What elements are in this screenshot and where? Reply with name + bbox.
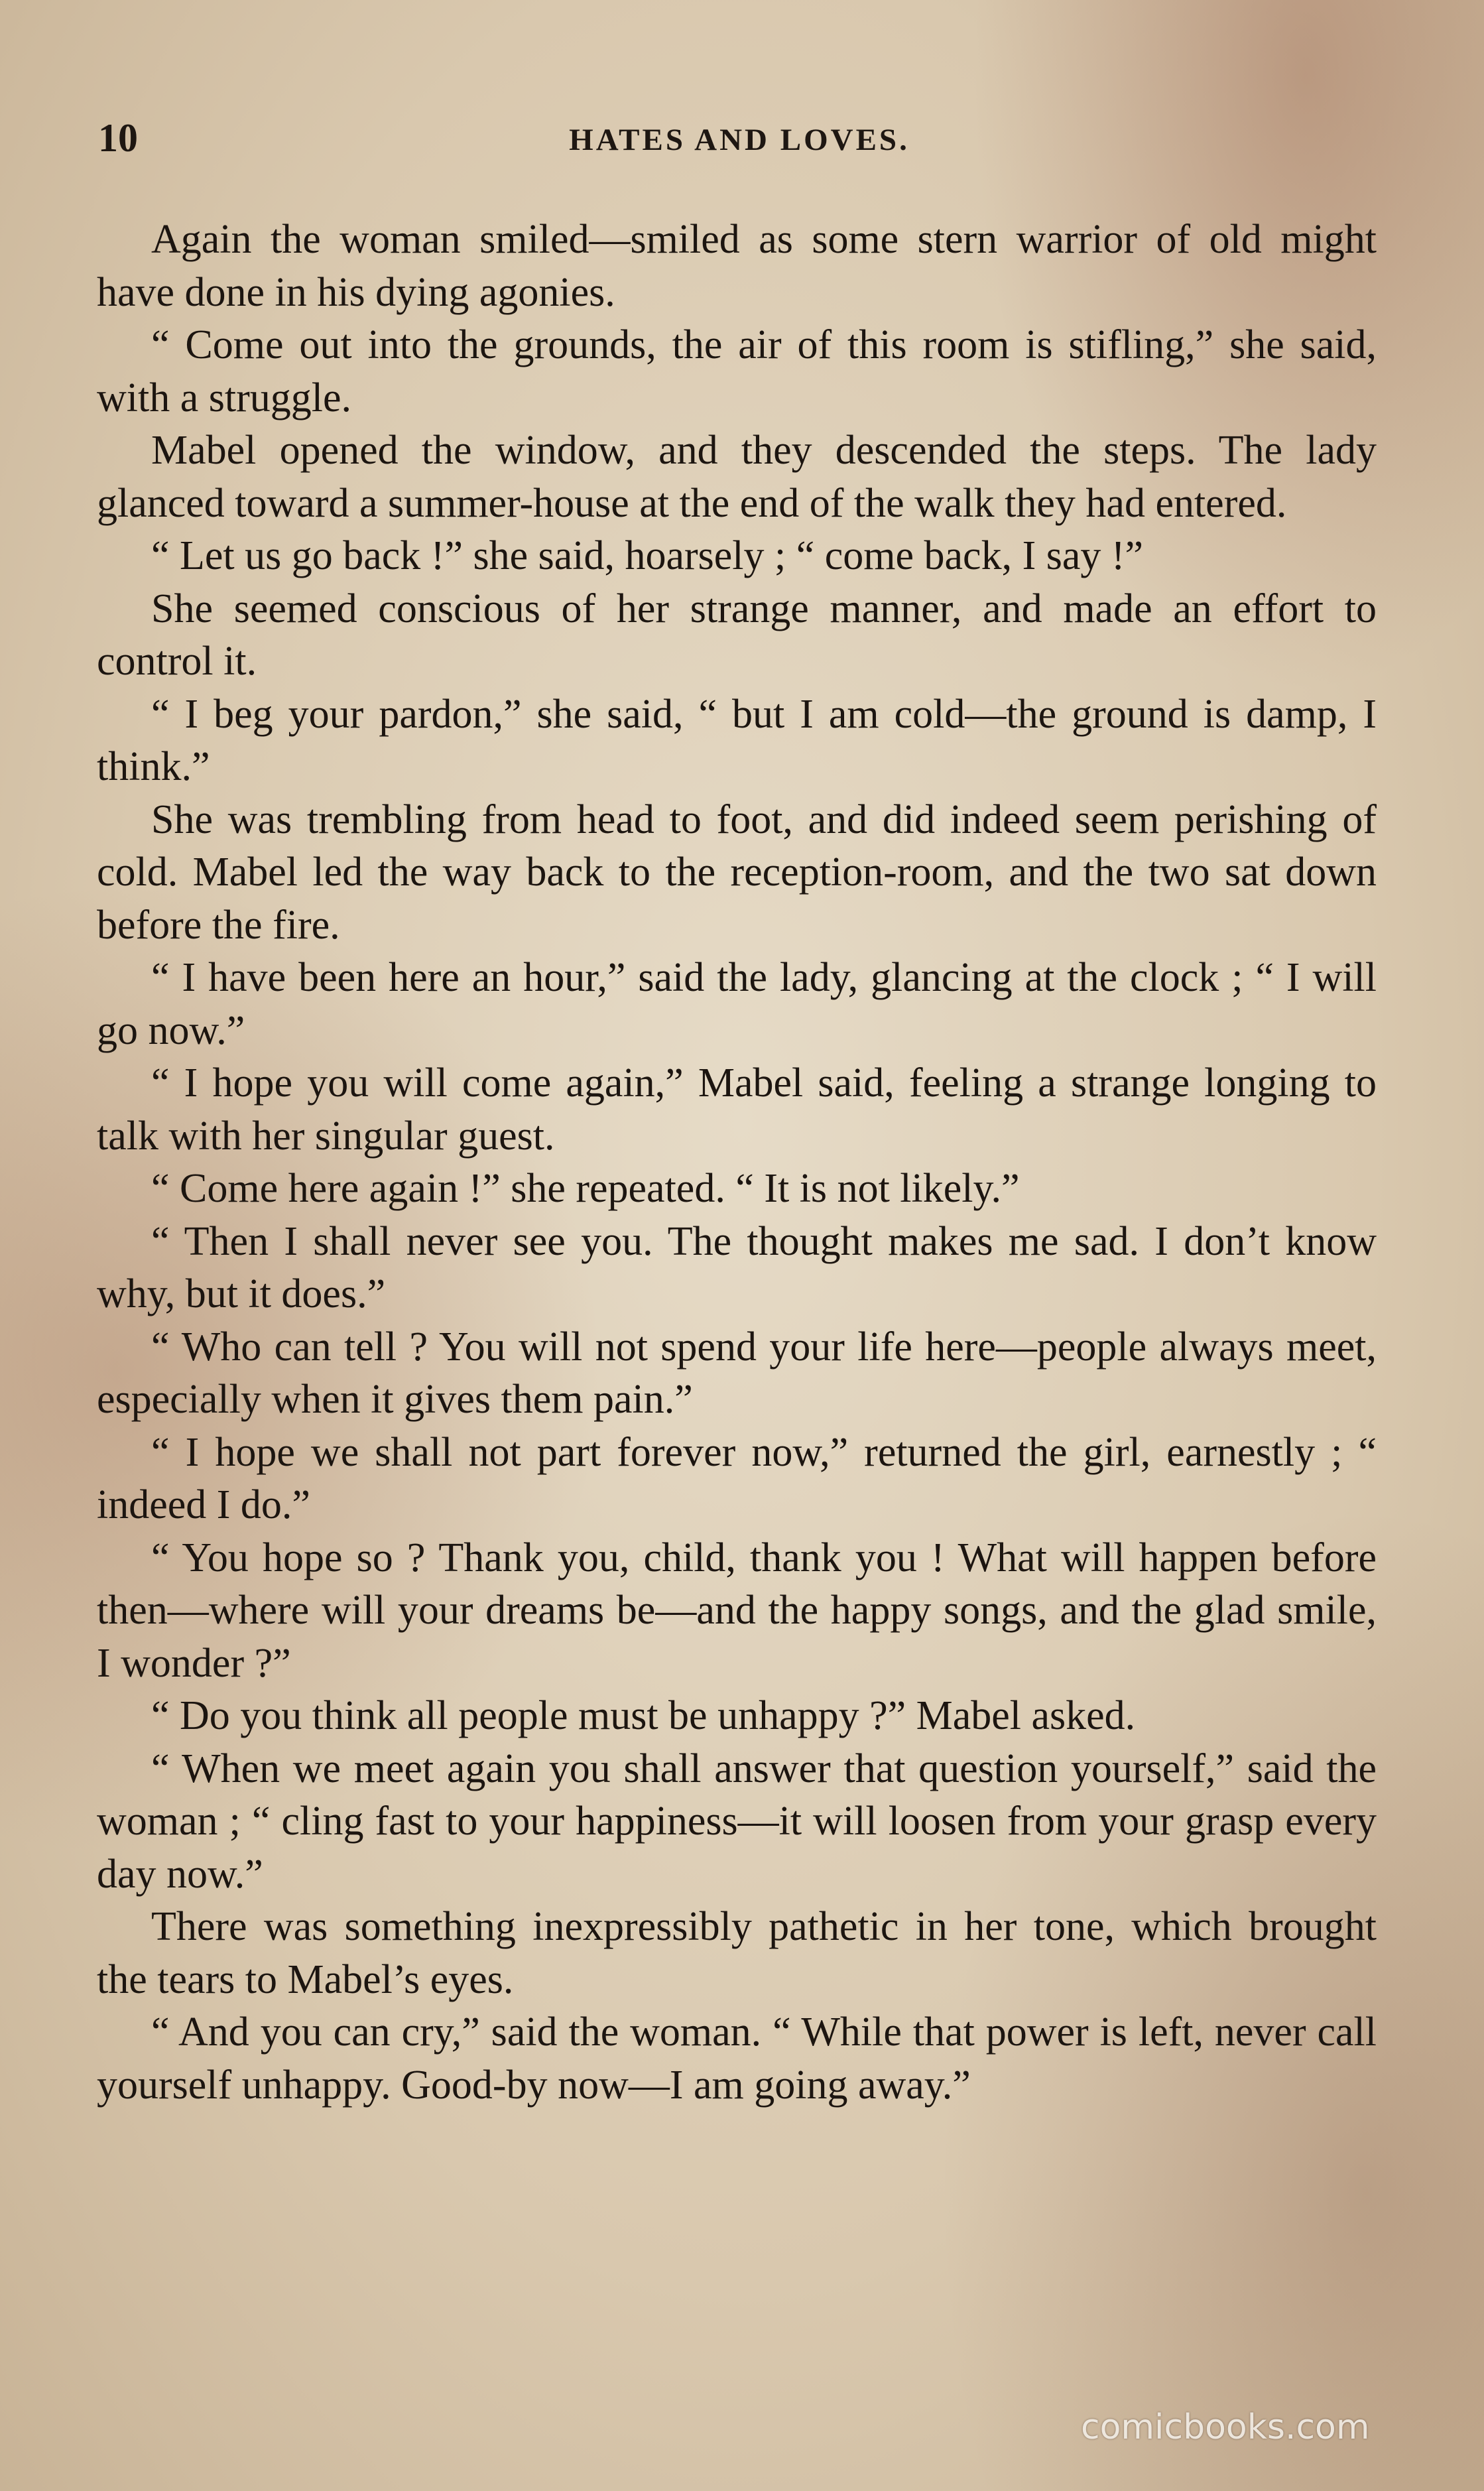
page-header	[93, 111, 1386, 171]
paragraph: “ When we meet again you shall answer that question yourself,” said the woman ; “ cling fast to your happiness—it will loosen from your grasp every day now.”	[97, 1746, 1377, 1897]
paragraph: Mabel opened the window, and they descended the steps. The lady glanced toward a summer-house at the end of the walk they had entered.	[97, 428, 1377, 526]
paragraph: “ Who can tell ? You will not spend your life here—people always meet, especially when it gives them pain.”	[97, 1324, 1377, 1422]
paragraph: “ Come here again !” she repeated. “ It is not likely.”	[151, 1166, 1020, 1211]
running-head: HATES AND LOVES.	[569, 123, 910, 157]
watermark: comicbooks.com	[1081, 2407, 1370, 2447]
paragraph: “ You hope so ? Thank you, child, thank you ! What will happen before then—where will your dreams be—and the happy songs, and the glad smile, I wonder ?”	[97, 1535, 1377, 1686]
paragraph: “ I beg your pardon,” she said, “ but I am cold—the ground is damp, I think.”	[97, 691, 1377, 789]
paragraph: “ I have been here an hour,” said the lady, glancing at the clock ; “ I will go now.”	[97, 955, 1377, 1053]
paragraph: “ And you can cry,” said the woman. “ While that power is left, never call yourself unhappy. Good-by now—I am going away.”	[97, 2010, 1377, 2108]
body-text	[97, 214, 1377, 2112]
paragraph: Again the woman smiled—smiled as some stern warrior of old might have done in his dying agonies.	[97, 217, 1377, 315]
page-number: 10	[98, 116, 138, 160]
paragraph: “ Do you think all people must be unhappy ?” Mabel asked.	[151, 1693, 1136, 1738]
paragraph: There was something inexpressibly pathetic in her tone, which brought the tears to Mabel’s eyes.	[97, 1904, 1377, 2002]
paragraph: She seemed conscious of her strange manner, and made an effort to control it.	[97, 586, 1377, 684]
paragraph: “ Then I shall never see you. The thought makes me sad. I don’t know why, but it does.”	[97, 1218, 1377, 1316]
paragraph: “ Come out into the grounds, the air of this room is stifling,” she said, with a struggle.	[97, 322, 1377, 420]
paragraph: “ Let us go back !” she said, hoarsely ; “ come back, I say !”	[151, 533, 1144, 578]
paragraph: “ I hope we shall not part forever now,” returned the girl, earnestly ; “ indeed I do.”	[97, 1429, 1377, 1527]
paragraph: “ I hope you will come again,” Mabel said, feeling a strange longing to talk with her singular guest.	[97, 1060, 1377, 1159]
paragraph: She was trembling from head to foot, and did indeed seem perishing of cold. Mabel led the way back to the reception-room, and the two sat down before the fire.	[97, 797, 1377, 948]
